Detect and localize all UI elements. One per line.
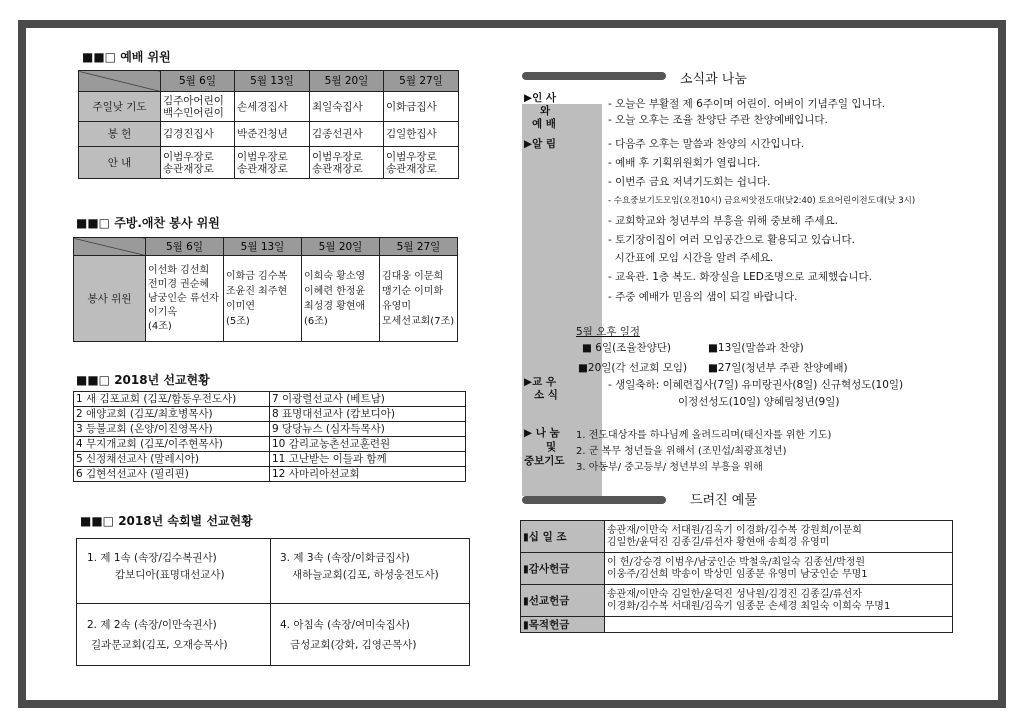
kitchen-cell xyxy=(146,256,224,342)
worship-cell: 김종선권사 xyxy=(310,122,384,147)
district-item-head: 3. 제 3속 (속장/이화금집사) xyxy=(280,552,410,564)
kitchen-cell xyxy=(380,256,458,342)
cell-line: 이범우장로 xyxy=(312,150,363,163)
label-line: 중보기도 xyxy=(524,455,565,467)
offering-label: ▮십 일 조 xyxy=(521,521,605,553)
bulletin-page xyxy=(26,28,998,700)
mission-item: 11 고난받는 이들과 함께 xyxy=(270,452,466,467)
cell-line: 송관재장로 xyxy=(163,162,214,175)
worship-title: ■■□ 예배 위원 xyxy=(82,50,171,64)
mission-item: 4 무지개교회 (김포/이주현목사) xyxy=(74,437,270,452)
offerings-header-bar xyxy=(522,496,666,504)
kitchen-title: ■■□ 주방.애찬 봉사 위원 xyxy=(76,216,220,230)
news-label-notice: ▶알 림 xyxy=(524,138,557,150)
news-label-members xyxy=(524,376,558,402)
cell-line: 남궁인순 류선자 xyxy=(148,292,219,304)
district-title: ■■□ 2018년 속회별 선교현황 xyxy=(80,514,253,528)
news-title: 소식과 나눔 xyxy=(680,72,747,87)
cell-line: 이혜련 한정윤 xyxy=(304,285,366,297)
offering-label: ▮목적헌금 xyxy=(521,617,605,633)
cell-line: 이범우장로 xyxy=(237,150,288,163)
worship-cell: 박준건청년 xyxy=(235,122,310,147)
cell-line: 이희숙 황소영 xyxy=(304,270,366,282)
cell-line: 이기옥 xyxy=(148,306,177,318)
offerings-title: 드려진 예물 xyxy=(690,493,757,508)
row-label-offering: 봉 헌 xyxy=(79,122,161,147)
row-label-prayer: 주일낮 기도 xyxy=(79,92,161,122)
cell-line: 송관재장로 xyxy=(312,162,363,175)
mission-item: 1 새 김포교회 (김포/함동우전도사) xyxy=(74,392,270,407)
news-label-share xyxy=(524,426,565,468)
offering-cell xyxy=(605,521,953,553)
worship-date: 5월 20일 xyxy=(310,71,384,92)
worship-cell: 이화금집사 xyxy=(384,92,459,122)
kitchen-cell xyxy=(302,256,380,342)
worship-date: 5월 27일 xyxy=(384,71,459,92)
news-header-bar xyxy=(522,72,666,80)
worship-cell: 김일한집사 xyxy=(384,122,459,147)
district-item-body: 금성교회(강화, 김영곤목사) xyxy=(290,639,417,651)
mission-item: 10 감리교농촌선교훈련원 xyxy=(270,437,466,452)
notice-line: - 수요중보기도모임(오전10시) 금요씨앗전도대(낮2:40) 토요어린이전도대(낮 3시) xyxy=(608,196,916,206)
worship-date: 5월 13일 xyxy=(235,71,310,92)
member-line: 이정선성도(10일) 양혜림청년(9일) xyxy=(678,396,840,408)
kitchen-date: 5월 6일 xyxy=(146,238,224,256)
cell-line: 이웅주/김선희 박송이 박상민 임종문 유영미 남궁인순 무명1 xyxy=(607,568,868,580)
worship-date: 5월 6일 xyxy=(161,71,235,92)
label-line: ▶인 사 xyxy=(524,92,557,104)
label-line: 및 xyxy=(546,441,557,453)
worship-table xyxy=(78,70,459,179)
kitchen-date: 5월 13일 xyxy=(224,238,302,256)
mission-item: 5 신정채선교사 (말레시아) xyxy=(74,452,270,467)
label-line: 예 배 xyxy=(532,118,556,130)
cell-line: 이경화/김수복 서대원/김옥기 임종문 손세경 최일숙 이희숙 무명1 xyxy=(607,600,891,612)
worship-cell: 김경진집사 xyxy=(161,122,235,147)
news-intro-line: - 오늘 오후는 조율 찬양단 주관 찬양예배입니다. xyxy=(608,114,828,126)
cell-line: 최성경 황현애 xyxy=(304,300,366,312)
cell-line: 이화금 김수복 xyxy=(226,270,288,282)
cell-line: 송관재장로 xyxy=(386,162,437,175)
cell-line: 백수민어린이 xyxy=(163,106,224,119)
notice-line: - 예배 후 기획위원회가 열립니다. xyxy=(608,157,761,169)
share-line: 1. 전도대상자를 하나님께 올려드리며(태신자를 위한 기도) xyxy=(576,430,832,441)
worship-cell: 최일숙집사 xyxy=(310,92,384,122)
label-line: ▶교 우 xyxy=(524,376,557,388)
cell-line: 전미경 권순혜 xyxy=(148,278,210,290)
cell-line: 이범우장로 xyxy=(386,150,437,163)
missions-title: ■■□ 2018년 선교현황 xyxy=(76,373,210,387)
kitchen-row-label: 봉사 위원 xyxy=(74,256,146,342)
label-line: 와 xyxy=(540,105,551,117)
schedule-item: ■13일(말씀과 찬양) xyxy=(708,342,804,354)
kitchen-date: 5월 20일 xyxy=(302,238,380,256)
label-line: ▶ 나 눔 xyxy=(524,427,560,439)
mission-item: 3 등불교회 (온양/이진영목사) xyxy=(74,422,270,437)
offering-cell xyxy=(605,553,953,585)
district-item-body: 길과문교회(김포, 오재승목사) xyxy=(91,639,228,651)
mission-item: 12 사마리아선교회 xyxy=(270,467,466,482)
cell-line: 이미연 xyxy=(226,300,255,312)
worship-corner xyxy=(79,71,161,92)
mission-item: 7 이광렬선교사 (베트남) xyxy=(270,392,466,407)
kitchen-table xyxy=(73,237,458,342)
district-item-body: 새하늘교회(김포, 하성웅전도사) xyxy=(292,569,439,581)
cell-line: 송관재/이만숙 김일한/윤덕진 성낙원/김경진 김종길/류선자 xyxy=(607,588,862,600)
cell-line: 맹기순 이미화 xyxy=(382,285,444,297)
cell-line: 송관재/이만숙 서대원/김옥기 이경화/김수복 강원희/이문희 xyxy=(607,524,862,536)
worship-cell xyxy=(161,147,235,179)
cell-line: 조윤진 최주현 xyxy=(226,285,288,297)
district-divider-h xyxy=(77,603,469,604)
cell-line: (6조) xyxy=(304,315,328,327)
share-line: 2. 군 복무 청년들을 위해서 (조민섭/최광표청년) xyxy=(576,446,787,457)
cell-line: 송관재장로 xyxy=(237,162,288,175)
notice-line: - 교회학교와 청년부의 부흥을 위해 중보해 주세요. xyxy=(608,215,839,227)
district-item-head: 4. 아침속 (속장/여미숙집사) xyxy=(280,619,410,631)
cell-line: 이범우장로 xyxy=(163,150,214,163)
district-divider-v xyxy=(270,539,271,665)
kitchen-cell xyxy=(224,256,302,342)
cell-line: 이선화 김선희 xyxy=(148,264,210,276)
label-line: 소 식 xyxy=(534,389,558,401)
mission-item: 9 당당뉴스 (심자득목사) xyxy=(270,422,466,437)
notice-line: - 토기장이집이 여러 모임공간으로 활용되고 있습니다. xyxy=(608,234,855,246)
missions-table xyxy=(73,391,466,482)
worship-cell xyxy=(161,92,235,122)
offering-cell xyxy=(605,585,953,617)
kitchen-corner xyxy=(74,238,146,256)
worship-cell xyxy=(384,147,459,179)
cell-line: 모세선교회(7조) xyxy=(382,315,455,327)
cell-line: (5조) xyxy=(226,315,250,327)
notice-line: 시간표에 모임 시간을 알려 주세요. xyxy=(608,252,774,264)
row-label-usher: 안 내 xyxy=(79,147,161,179)
district-item-body: 캄보디아(표명대선교사) xyxy=(115,569,225,581)
mission-item: 2 애양교회 (김포/최호병목사) xyxy=(74,407,270,422)
news-intro-line: - 오늘은 부활절 제 6주이며 어린이. 어버이 기념주일 입니다. xyxy=(608,98,886,110)
district-box xyxy=(76,538,470,666)
member-line: - 생일축하: 이혜련집사(7일) 유미랑권사(8일) 신규혁성도(10일) xyxy=(608,379,904,391)
district-item-head: 2. 제 2속 (속장/이만숙권사) xyxy=(87,619,217,631)
schedule-title: 5월 오후 일정 xyxy=(576,326,641,338)
notice-line: - 교육관. 1층 복도. 화장실을 LED조명으로 교체했습니다. xyxy=(608,271,872,283)
schedule-item: ■20일(각 선교회 모임) xyxy=(578,362,688,374)
district-item-head: 1. 제 1속 (속장/김수복권사) xyxy=(87,552,217,564)
news-label-intro xyxy=(524,92,556,131)
notice-line: - 이번주 금요 저녁기도회는 쉽니다. xyxy=(608,176,771,188)
offering-cell xyxy=(605,617,953,633)
notice-line: - 주중 예배가 믿음의 샘이 되길 바랍니다. xyxy=(608,291,798,303)
notice-line: - 다음주 오후는 말씀과 찬양의 시간입니다. xyxy=(608,138,805,150)
cell-line: (4조) xyxy=(148,320,172,332)
cell-line: 김대웅 이문희 xyxy=(382,270,444,282)
schedule-item: ■ 6일(조율찬양단) xyxy=(582,342,671,354)
kitchen-date: 5월 27일 xyxy=(380,238,458,256)
cell-line: 이 헌/강승경 이범우/남궁인순 박철욱/최일숙 김종선/박정원 xyxy=(607,556,866,568)
worship-cell xyxy=(310,147,384,179)
cell-line: 유영미 xyxy=(382,300,411,312)
share-line: 3. 아동부/ 중고등부/ 청년부의 부흥을 위해 xyxy=(576,462,763,473)
cell-line: 김주아어린이 xyxy=(163,94,224,107)
mission-item: 8 표명대선교사 (캄보디아) xyxy=(270,407,466,422)
mission-item: 6 김현석선교사 (필리핀) xyxy=(74,467,270,482)
worship-cell: 손세경집사 xyxy=(235,92,310,122)
offering-label: ▮감사헌금 xyxy=(521,553,605,585)
offerings-table xyxy=(520,520,953,633)
cell-line: 김일한/윤덕진 김종길/류선자 황현애 송희경 유영미 xyxy=(607,536,830,548)
worship-cell xyxy=(235,147,310,179)
schedule-item: ■27일(청년부 주관 찬양예배) xyxy=(708,362,848,374)
offering-label: ▮선교헌금 xyxy=(521,585,605,617)
